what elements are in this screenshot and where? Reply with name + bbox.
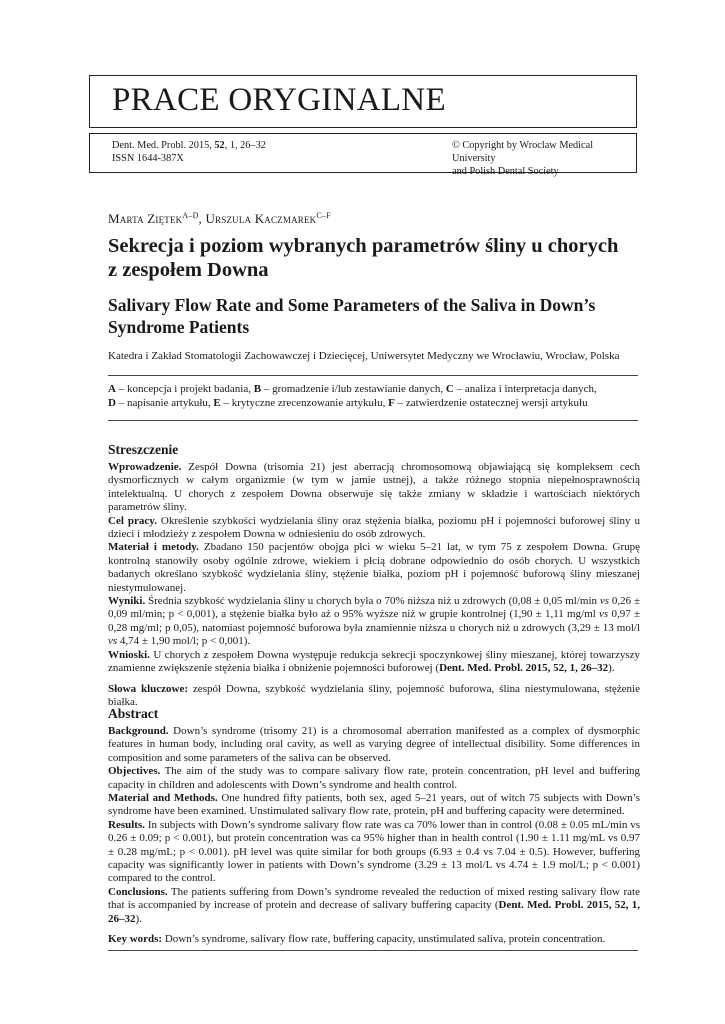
author-list: Marta Ziętek$^{A-D}$, Urszula Kaczmarek$^{C-F}$ [108,211,331,226]
copyright-notice: © Copyright by Wroclaw Medical University and Polish Dental Society [452,140,594,177]
paragraph: Wprowadzenie. Zespół Downa (trisomia 21) jest aberracją chromosomową objawiającą się kompleksem cech dysmorficznych w całym organizmie (w tym w jamie ustnej), a także różnego stopnia niepełnosprawnością intelektualną. U chorych z zespołem Downa obserwuje się także zmiany w składzie i wartościach niektórych parametrów śliny. [108,461,640,514]
paragraph: Background. Down’s syndrome (trisomy 21) is a chromosomal aberration manifested as a complex of dysmorphic features in human body, including oral cavity, as well as varying degree of intellectual disibility. Some differences in composition and some parameters of the saliva can be observed. [108,725,640,764]
paragraph: Materiał i metody. Zbadano 150 pacjentów obojga płci w wieku 5–21 lat, w tym 75 z zespołem Downa. Grupę kontrolną stanowiły osoby ogólnie zdrowe, wiekiem i płcią dobrane odpowiednio do osób chorych. U wszystkich badanych określano szybkość wydzielania śliny, stężenie białka, poziom pH i pojemność buforową śliny mieszanej niestymulowanej. [108,541,640,594]
keywords: Key words: Down’s syndrome, salivary flow rate, buffering capacity, unstimulated saliva, protein concentration. [108,933,606,946]
divider [108,420,638,421]
author-name: Marta Ziętek [108,211,183,226]
abstract-heading: Abstract [108,706,159,721]
abstract-body [108,725,640,947]
author-contributions [108,382,638,410]
contribution-line: A – koncepcja i projekt badania, B – gromadzenie i/lub zestawianie danych, C – analiza i interpretacja danych, [108,383,597,395]
citation-info [112,139,266,165]
journal-section-banner [89,75,637,128]
paragraph: Material and Methods. One hundred fifty patients, both sex, aged 5–21 years, out of witch 75 subjects with Down’s syndrome have been examined. Unstimulated salivary flow rate, protein, pH and buffering capacity were determined. [108,792,641,818]
contribution-line: D – napisanie artykułu, E – krytyczne zrecenzowanie artykułu, F – zatwierdzenie ostatecznej wersji artykułu [108,397,588,409]
paragraph: Cel pracy. Określenie szybkości wydzielania śliny oraz stężenia białka, poziomu pH i pojemności buforowej śliny u dzieci i młodzieży z zespołem Downa w odniesieniu do osób zdrowych. [108,514,640,541]
paragraph: Wnioski. U chorych z zespołem Downa występuje redukcja sekrecji spoczynkowej śliny mieszanej, której towarzyszy znamienne zwiększenie stężenia białka i obniżenie pojemności buforowej (Dent. Med. Probl. 2015, 52, 1, 26–32). [108,648,640,675]
streszczenie-heading: Streszczenie [108,442,179,457]
journal-meta-box [89,133,637,177]
article-title-english: Salivary Flow Rate and Some Parameters of the Saliva in Down’s Syndrome Patients [108,295,596,337]
author-role-marks: A–D [182,211,199,220]
paragraph: Conclusions. The patients suffering from Down’s syndrome revealed the reduction of mixed resting salivary flow rate that is accompanied by increase of protein and decrease of salivary buffering capacity (Dent. Med. Probl. 2015, 52, 1, 26–32). [108,885,640,925]
author-name: Urszula Kaczmarek [205,211,317,226]
author-role-marks: C–F [316,211,331,220]
paragraph: Results. In subjects with Down’s syndrome salivary flow rate was ca 70% lower than in control (0.08 ± 0.05 mL/min vs 0.26 ± 0.09; p < 0.001), but protein concentration was ca 95% higher than in health control (1.90 ± 1.11 mg/mL vs 0.97 ± 0.28 mg/mL; p < 0.001). pH level was quite similar for both groups (6.93 ± 0.4 vs 7.04 ± 0.5). However, buffering capacity was significantly lower in patients with Down’s syndrome (3.29 ± 13 mol/L vs 4.74 ± 1.9 mol/L; p < 0.001) compared to the control. [108,818,640,885]
keywords: Słowa kluczowe: zespół Downa, szybkość wydzielania śliny, pojemność buforowa, ślina niestymulowana, stężenie białka. [108,682,640,708]
divider [108,950,638,951]
divider [108,375,638,376]
volume-number: 52 [214,140,225,151]
paragraph: Wyniki. Średnia szybkość wydzielania śliny u chorych była o 70% niższa niż u zdrowych (0,08 ± 0,05 ml/min vs 0,26 ± 0,09 ml/min; p < 0,001), a stężenie białka było aż o 95% wyższe niż w grupie kontrolnej (1,90 ± 1,11 mg/ml vs 0,97 ± 0,28 mg/ml; p 0,05), natomiast pojemność buforowa była znamiennie niższa u chorych niż u zdrowych (3,29 ± 13 mol/l vs 4,74 ± 1,90 mol/l; p < 0,001). [108,595,640,648]
section-title: PRACE ORYGINALNE [112,82,446,118]
article-title-polish: Sekrecja i poziom wybranych parametrów śliny u chorych z zespołem Downa [108,235,619,281]
paragraph: Objectives. The aim of the study was to compare salivary flow rate, protein concentration, pH level and buffering capacity in children and adolescents with Down’s syndrome and health control. [108,765,640,791]
affiliation: Katedra i Zakład Stomatologii Zachowawczej i Dziecięcej, Uniwersytet Medyczny we Wrocławiu, Wrocław, Polska [108,350,620,362]
streszczenie-body [108,461,640,709]
journal-citation: Dent. Med. Probl. 2015, 52, 1, 26–32 [112,140,266,151]
issn: ISSN 1644-387X [112,153,184,164]
